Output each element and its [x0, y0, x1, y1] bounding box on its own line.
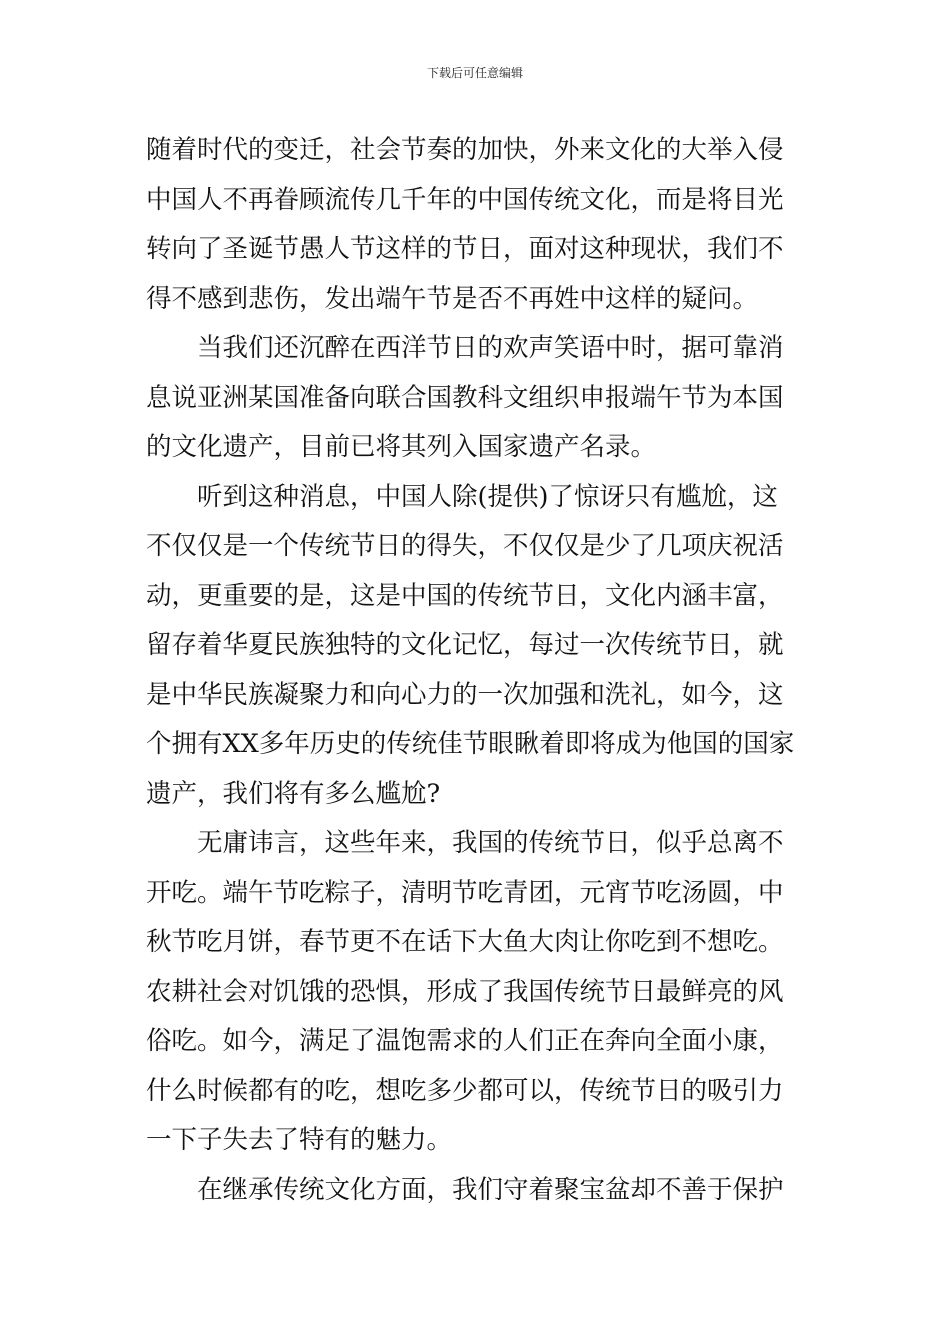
- text-line: 在继承传统文化方面，我们守着聚宝盆却不善于保护: [197, 1174, 784, 1205]
- document-body: [146, 126, 812, 1215]
- text-line: 当我们还沉醉在西洋节日的欢声笑语中时，据可靠消: [197, 333, 784, 363]
- text-line: 一下子失去了特有的魅力。: [146, 1125, 453, 1155]
- text-line: 转向了圣诞节愚人节这样的节日，面对这种现状，我们不: [146, 234, 784, 264]
- text-line: 俗吃。如今，满足了温饱需求的人们正在奔向全面小康，: [146, 1026, 784, 1056]
- text-line: 是中华民族凝聚力和向心力的一次加强和洗礼，如今，这: [146, 679, 784, 710]
- text-line: 随着时代的变迁，社会节奏的加快，外来文化的大举入侵: [146, 135, 784, 165]
- text-line: 动，更重要的是，这是中国的传统节日，文化内涵丰富，: [146, 580, 784, 611]
- page-header: 下载后可任意编辑: [426, 66, 523, 80]
- text-line: 不仅仅是一个传统节日的得失，不仅仅是少了几项庆祝活: [146, 531, 784, 561]
- text-line: 听到这种消息，中国人除(提供)了惊讶只有尴尬，这: [197, 481, 778, 512]
- text-line: 遗产，我们将有多么尴尬?: [146, 778, 441, 809]
- text-line: 什么时候都有的吃，想吃多少都可以，传统节日的吸引力: [146, 1075, 784, 1106]
- text-line: 得不感到悲伤，发出端午节是否不再姓中这样的疑问。: [146, 283, 759, 314]
- text-line: 留存着华夏民族独特的文化记忆，每过一次传统节日，就: [146, 630, 784, 660]
- text-line: 息说亚洲某国准备向联合国教科文组织申报端午节为本国: [146, 382, 784, 413]
- text-line: 个拥有XX多年历史的传统佳节眼瞅着即将成为他国的国家: [146, 729, 795, 759]
- text-line: 的文化遗产，目前已将其列入国家遗产名录。: [146, 432, 657, 462]
- text-line: 中国人不再眷顾流传几千年的中国传统文化，而是将目光: [146, 184, 784, 215]
- text-line: 农耕社会对饥饿的恐惧，形成了我国传统节日最鲜亮的风: [146, 976, 784, 1007]
- text-line: 无庸讳言，这些年来，我国的传统节日，似乎总离不: [197, 828, 784, 858]
- text-line: 开吃。端午节吃粽子，清明节吃青团，元宵节吃汤圆，中: [146, 877, 784, 908]
- text-line: 秋节吃月饼，春节更不在话下大鱼大肉让你吃到不想吃。: [146, 927, 784, 957]
